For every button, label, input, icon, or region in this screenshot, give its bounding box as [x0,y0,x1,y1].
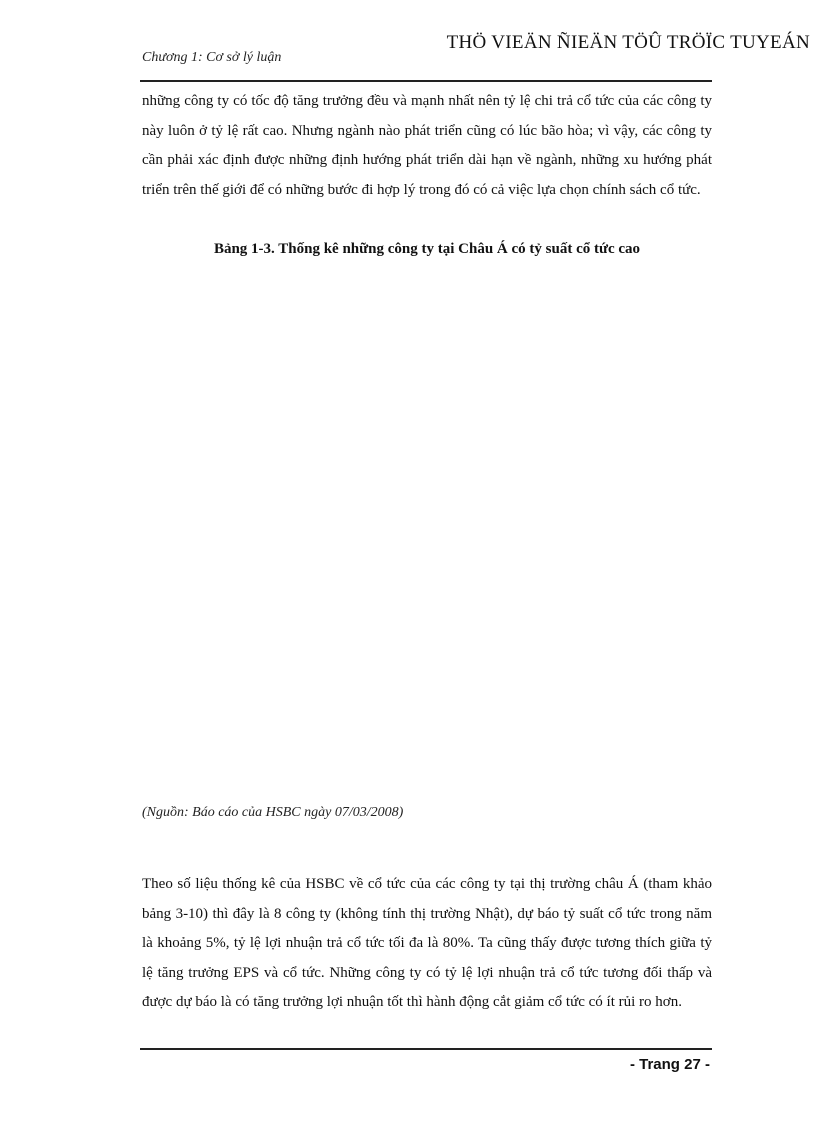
header-rule [140,80,712,82]
paragraph-2: Theo số liệu thống kê của HSBC về cổ tức của các công ty tại thị trường châu Á (tham khảo bảng 3-10) thì đây là 8 công ty (không tính thị trường Nhật), dự báo tỷ suất cổ tức trong năm là khoảng 5%, tỷ lệ lợi nhuận trả cổ tức tối đa là 80%. Ta cũng thấy được tương thích giữa tỷ lệ tăng trưởng EPS và cổ tức. Những công ty có tỷ lệ lợi nhuận trả cổ tức tương đối thấp và được dự báo là có tăng trưởng lợi nhuận tốt thì hành động cắt giảm cổ tức có ít rủi ro hơn. [142,876,712,1010]
table-image-placeholder [142,272,712,792]
site-watermark: THÖ VIEÄN ÑIEÄN TÖÛ TRÖÏC TUYEÁN [446,32,810,53]
page-number: - Trang 27 - [629,1056,710,1073]
paragraph-1: những công ty có tốc độ tăng trưởng đều và mạnh nhất nên tỷ lệ chi trả cổ tức của các công ty này luôn ở tỷ lệ rất cao. Nhưng ngành nào phát triển cũng có lúc bão hòa; vì vậy, các công ty cần phải xác định được những định hướng phát triển dài hạn về ngành, những xu hướng phát triển trên thế giới để có những bước đi hợp lý trong đó có cả việc lựa chọn chính sách cổ tức. [142,93,712,198]
chapter-header: Chương 1: Cơ sở lý luận [142,50,282,65]
footer-rule [140,1048,712,1050]
table-title: Bảng 1-3. Thống kê những công ty tại Châu Á có tỷ suất cổ tức cao [213,241,641,257]
table-source-note: (Nguồn: Báo cáo của HSBC ngày 07/03/2008) [142,805,404,820]
